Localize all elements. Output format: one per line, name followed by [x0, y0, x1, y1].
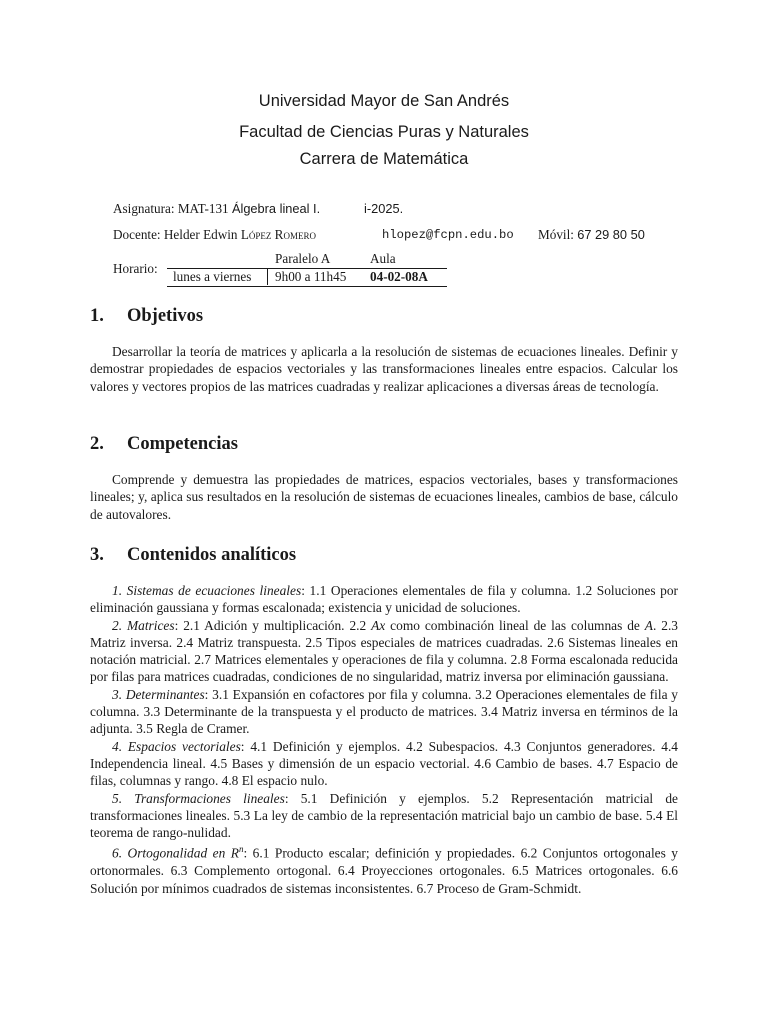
unit-body: : 2.1 Adición y multiplicación. 2.2 [174, 617, 372, 633]
subject-label: Asignatura: [113, 201, 175, 216]
section-body-competencias: Comprende y demuestra las propiedades de matrices, espacios vectoriales, bases y transformaciones lineales; y, aplica sus resultados en la resolución de sistemas de ecuaciones lineales, cambios de base, cálculo de autovalores. [90, 472, 678, 522]
teacher-last-name: López Romero [240, 227, 316, 242]
unit-item [90, 738, 678, 790]
university-name: Universidad Mayor de San Andrés [258, 92, 510, 110]
schedule-room: 04-02-08A [370, 269, 428, 284]
schedule-bottom-rule [167, 286, 447, 287]
schedule-header-group: Paralelo A [275, 251, 331, 266]
unit-title: 3. Determinantes [112, 686, 205, 702]
teacher-label: Docente: [113, 227, 161, 242]
unit-item [90, 617, 678, 686]
unit-body: : 3.1 Expansión en cofactores por fila y columna. 3.2 Operaciones elementales de fila y columna. 3.3 Determinante de la transpuesta y el producto de matrices. 3.4 Matriz inversa en términos de la adjunta. 3.5 Regla de Cramer. [90, 686, 678, 737]
term: i-2025. [364, 201, 404, 216]
phone-row [538, 227, 645, 243]
section-title: Competencias [127, 434, 238, 454]
unit-body: : 1.1 Operaciones elementales de fila y columna. 1.2 Soluciones por eliminación gaussiana y formas escalonada; existencia y unicidad de soluciones. [90, 583, 679, 616]
program-name: Carrera de Matemática [299, 150, 469, 168]
math-symbol: R [230, 845, 239, 861]
section-heading-contenidos [90, 545, 296, 566]
phone-label: Móvil: [538, 227, 574, 242]
unit-title: 5. Transformaciones lineales [112, 790, 285, 806]
unit-item [90, 790, 678, 842]
unit-title: 2. Matrices [112, 617, 175, 633]
unit-title: 4. Espacios vectoriales [112, 738, 241, 754]
unit-item [90, 686, 678, 738]
schedule-days: lunes a viernes [173, 269, 252, 284]
section-number: 2. [90, 434, 104, 454]
unit-title: 1. Sistemas de ecuaciones lineales [112, 583, 302, 598]
schedule-divider [267, 268, 268, 285]
unit-body: . 2.3 Matriz inversa. 2.4 Matriz transpuesta. 2.5 Tipos especiales de matrices cuadradas. 2.6 Sistemas lineales en notación matricial. 2.7 Matrices elementales y operaciones de fila y columna. 2.8 Forma escalonada reducida por filas para matrices cuadradas, condiciones de no singularidad, matriz inversa por eliminación gaussiana. [90, 617, 678, 685]
unit-item [90, 841, 678, 896]
section-title: Contenidos analíticos [127, 545, 297, 565]
teacher-email[interactable]: hlopez@fcpn.edu.bo [382, 228, 514, 242]
section-title: Objetivos [127, 306, 204, 326]
subject-row [113, 201, 320, 217]
contents-list [90, 582, 678, 897]
section-heading-objetivos [90, 306, 203, 327]
schedule-header-room: Aula [370, 251, 396, 266]
math-symbol: A [644, 617, 653, 633]
subject-code: MAT-131 [177, 201, 229, 216]
teacher-row [113, 227, 316, 243]
phone-number: 67 29 80 50 [577, 227, 645, 242]
subject-name: Álgebra lineal I. [231, 201, 321, 216]
unit-body: : 6.1 Producto escalar; definición y propiedades. 6.2 Conjuntos ortogonales y ortonormales. 6.3 Complemento ortogonal. 6.4 Proyecciones ortogonales. 6.5 Matrices ortogonales. 6.6 Solución por mínimos cuadrados de sistemas inconsistentes. 6.7 Proceso de Gram-Schmidt. [90, 845, 679, 896]
section-number: 1. [90, 306, 104, 326]
unit-body: como combinación lineal de las columnas de [385, 617, 645, 633]
section-body-objetivos: Desarrollar la teoría de matrices y aplicarla a la resolución de sistemas de ecuaciones lineales. Definir y demostrar propiedades de espacios vectoriales y las transformaciones lineales entre espacios. Calcular los valores y vectores propios de las matrices cuadradas y realizar aplicaciones a diversas áreas de tecnología. [90, 344, 678, 394]
schedule-label: Horario: [113, 261, 158, 276]
section-heading-competencias [90, 434, 238, 455]
schedule-time: 9h00 a 11h45 [275, 269, 347, 284]
unit-item [90, 582, 678, 617]
section-number: 3. [90, 545, 104, 565]
unit-title: 6. Ortogonalidad en [112, 845, 226, 861]
math-superscript: n [238, 844, 244, 855]
math-symbol: Ax [371, 617, 386, 633]
faculty-name: Facultad de Ciencias Puras y Naturales [239, 123, 529, 141]
unit-body: : 4.1 Definición y ejemplos. 4.2 Subespacios. 4.3 Conjuntos generadores. 4.4 Independencia lineal. 4.5 Bases y dimensión de un espacio vectorial. 4.6 Cambio de bases. 4.7 Espacio de filas, columnas y rango. 4.8 El espacio nulo. [90, 738, 678, 789]
teacher-first-name: Helder Edwin [163, 227, 238, 242]
unit-body: : 5.1 Definición y ejemplos. 5.2 Representación matricial de transformaciones lineales. 5.3 La ley de cambio de la representación matricial bajo un cambio de base. 5.4 El teorema de rango-nulidad. [90, 790, 678, 841]
